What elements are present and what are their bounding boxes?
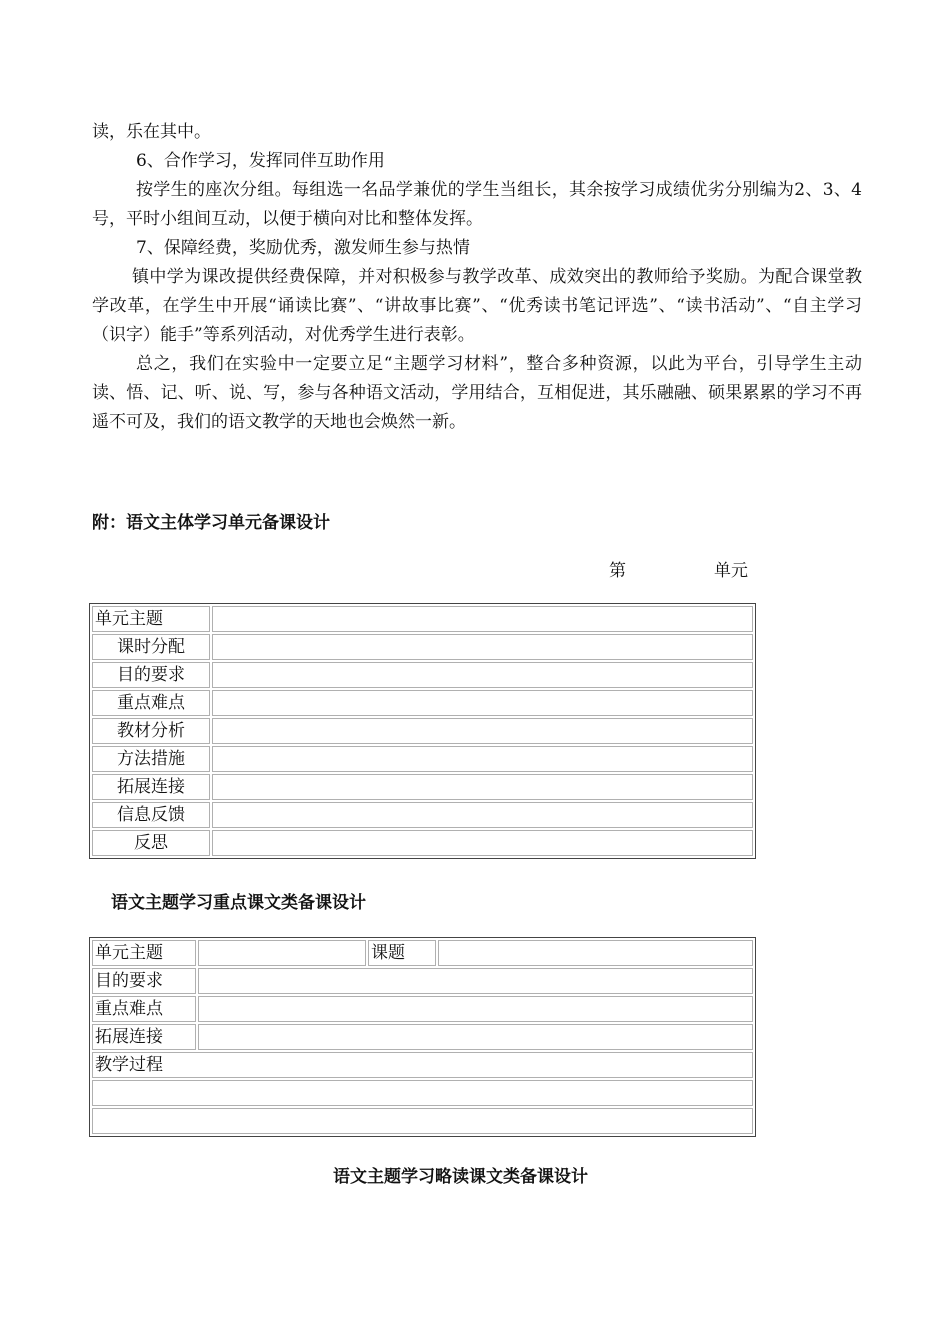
row-label-extension: 拓展连接 bbox=[92, 1024, 196, 1050]
table-row bbox=[92, 1108, 753, 1134]
appendix-title: 附：语文主体学习单元备课设计 bbox=[92, 513, 330, 533]
extension-cell[interactable] bbox=[212, 774, 753, 800]
paragraph-reading-joy: 读，乐在其中。 bbox=[92, 122, 211, 142]
unit-theme-cell[interactable] bbox=[198, 940, 366, 966]
row-label-feedback: 信息反馈 bbox=[92, 802, 210, 828]
row-label-reflection: 反思 bbox=[92, 830, 210, 856]
unit-design-table bbox=[89, 603, 756, 859]
table-row bbox=[92, 662, 753, 688]
heading-funding: 7、保障经费，奖励优秀，激发师生参与热情 bbox=[136, 238, 470, 258]
row-label-objectives: 目的要求 bbox=[92, 662, 210, 688]
lesson-topic-cell[interactable] bbox=[438, 940, 753, 966]
heading-cooperative-learning: 6、合作学习，发挥同伴互助作用 bbox=[136, 151, 385, 171]
row-label-lesson-topic: 课题 bbox=[368, 940, 436, 966]
row-label-extension: 拓展连接 bbox=[92, 774, 210, 800]
table-row bbox=[92, 996, 753, 1022]
row-label-unit-theme: 单元主题 bbox=[92, 940, 196, 966]
feedback-cell[interactable] bbox=[212, 802, 753, 828]
table-row bbox=[92, 1024, 753, 1050]
table-row bbox=[92, 718, 753, 744]
key-points-cell[interactable] bbox=[198, 996, 753, 1022]
row-label-methods: 方法措施 bbox=[92, 746, 210, 772]
unit-theme-cell[interactable] bbox=[212, 606, 753, 632]
period-allocation-cell[interactable] bbox=[212, 634, 753, 660]
table-row bbox=[92, 1052, 753, 1078]
row-label-material-analysis: 教材分析 bbox=[92, 718, 210, 744]
objectives-cell[interactable] bbox=[212, 662, 753, 688]
unit-prefix: 第 bbox=[609, 561, 626, 581]
row-label-period-allocation: 课时分配 bbox=[92, 634, 210, 660]
table-row bbox=[92, 746, 753, 772]
table-row bbox=[92, 830, 753, 856]
table-row bbox=[92, 690, 753, 716]
table-row bbox=[92, 606, 753, 632]
table-row bbox=[92, 802, 753, 828]
methods-cell[interactable] bbox=[212, 746, 753, 772]
paragraph-summary: 总之，我们在实验中一定要立足“主题学习材料”，整合多种资源，以此为平台，引导学生主动读、悟、记、听、说、写，参与各种语文活动，学用结合，互相促进，其乐融融、硕果累累的学习不再遥不可及，我们的语文教学的天地也会焕然一新。 bbox=[92, 354, 862, 432]
paragraph-grouping: 按学生的座次分组。每组选一名品学兼优的学生当组长，其余按学习成绩优劣分别编为2、3、4号，平时小组间互动，以便于横向对比和整体发挥。 bbox=[92, 180, 862, 229]
table-row bbox=[92, 968, 753, 994]
row-label-unit-theme: 单元主题 bbox=[92, 606, 210, 632]
row-label-teaching-process: 教学过程 bbox=[92, 1052, 753, 1078]
extension-cell[interactable] bbox=[198, 1024, 753, 1050]
table-row bbox=[92, 774, 753, 800]
row-label-key-points: 重点难点 bbox=[92, 690, 210, 716]
reflection-cell[interactable] bbox=[212, 830, 753, 856]
teaching-process-cell[interactable] bbox=[92, 1080, 753, 1106]
key-points-cell[interactable] bbox=[212, 690, 753, 716]
section2-title: 语文主题学习重点课文类备课设计 bbox=[111, 893, 366, 913]
paragraph-funding: 镇中学为课改提供经费保障，并对积极参与教学改革、成效突出的教师给予奖励。为配合课堂教学改革，在学生中开展“诵读比赛”、“讲故事比赛”、“优秀读书笔记评选”、“读书活动”、“自主学习（识字）能手”等系列活动，对优秀学生进行表彰。 bbox=[92, 267, 862, 345]
table-row bbox=[92, 940, 753, 966]
table-row bbox=[92, 634, 753, 660]
section3-title: 语文主题学习略读课文类备课设计 bbox=[333, 1167, 588, 1187]
teaching-process-cell[interactable] bbox=[92, 1108, 753, 1134]
objectives-cell[interactable] bbox=[198, 968, 753, 994]
key-text-design-table bbox=[89, 937, 756, 1137]
row-label-key-points: 重点难点 bbox=[92, 996, 196, 1022]
row-label-objectives: 目的要求 bbox=[92, 968, 196, 994]
material-analysis-cell[interactable] bbox=[212, 718, 753, 744]
table-row bbox=[92, 1080, 753, 1106]
unit-suffix: 单元 bbox=[714, 561, 748, 581]
